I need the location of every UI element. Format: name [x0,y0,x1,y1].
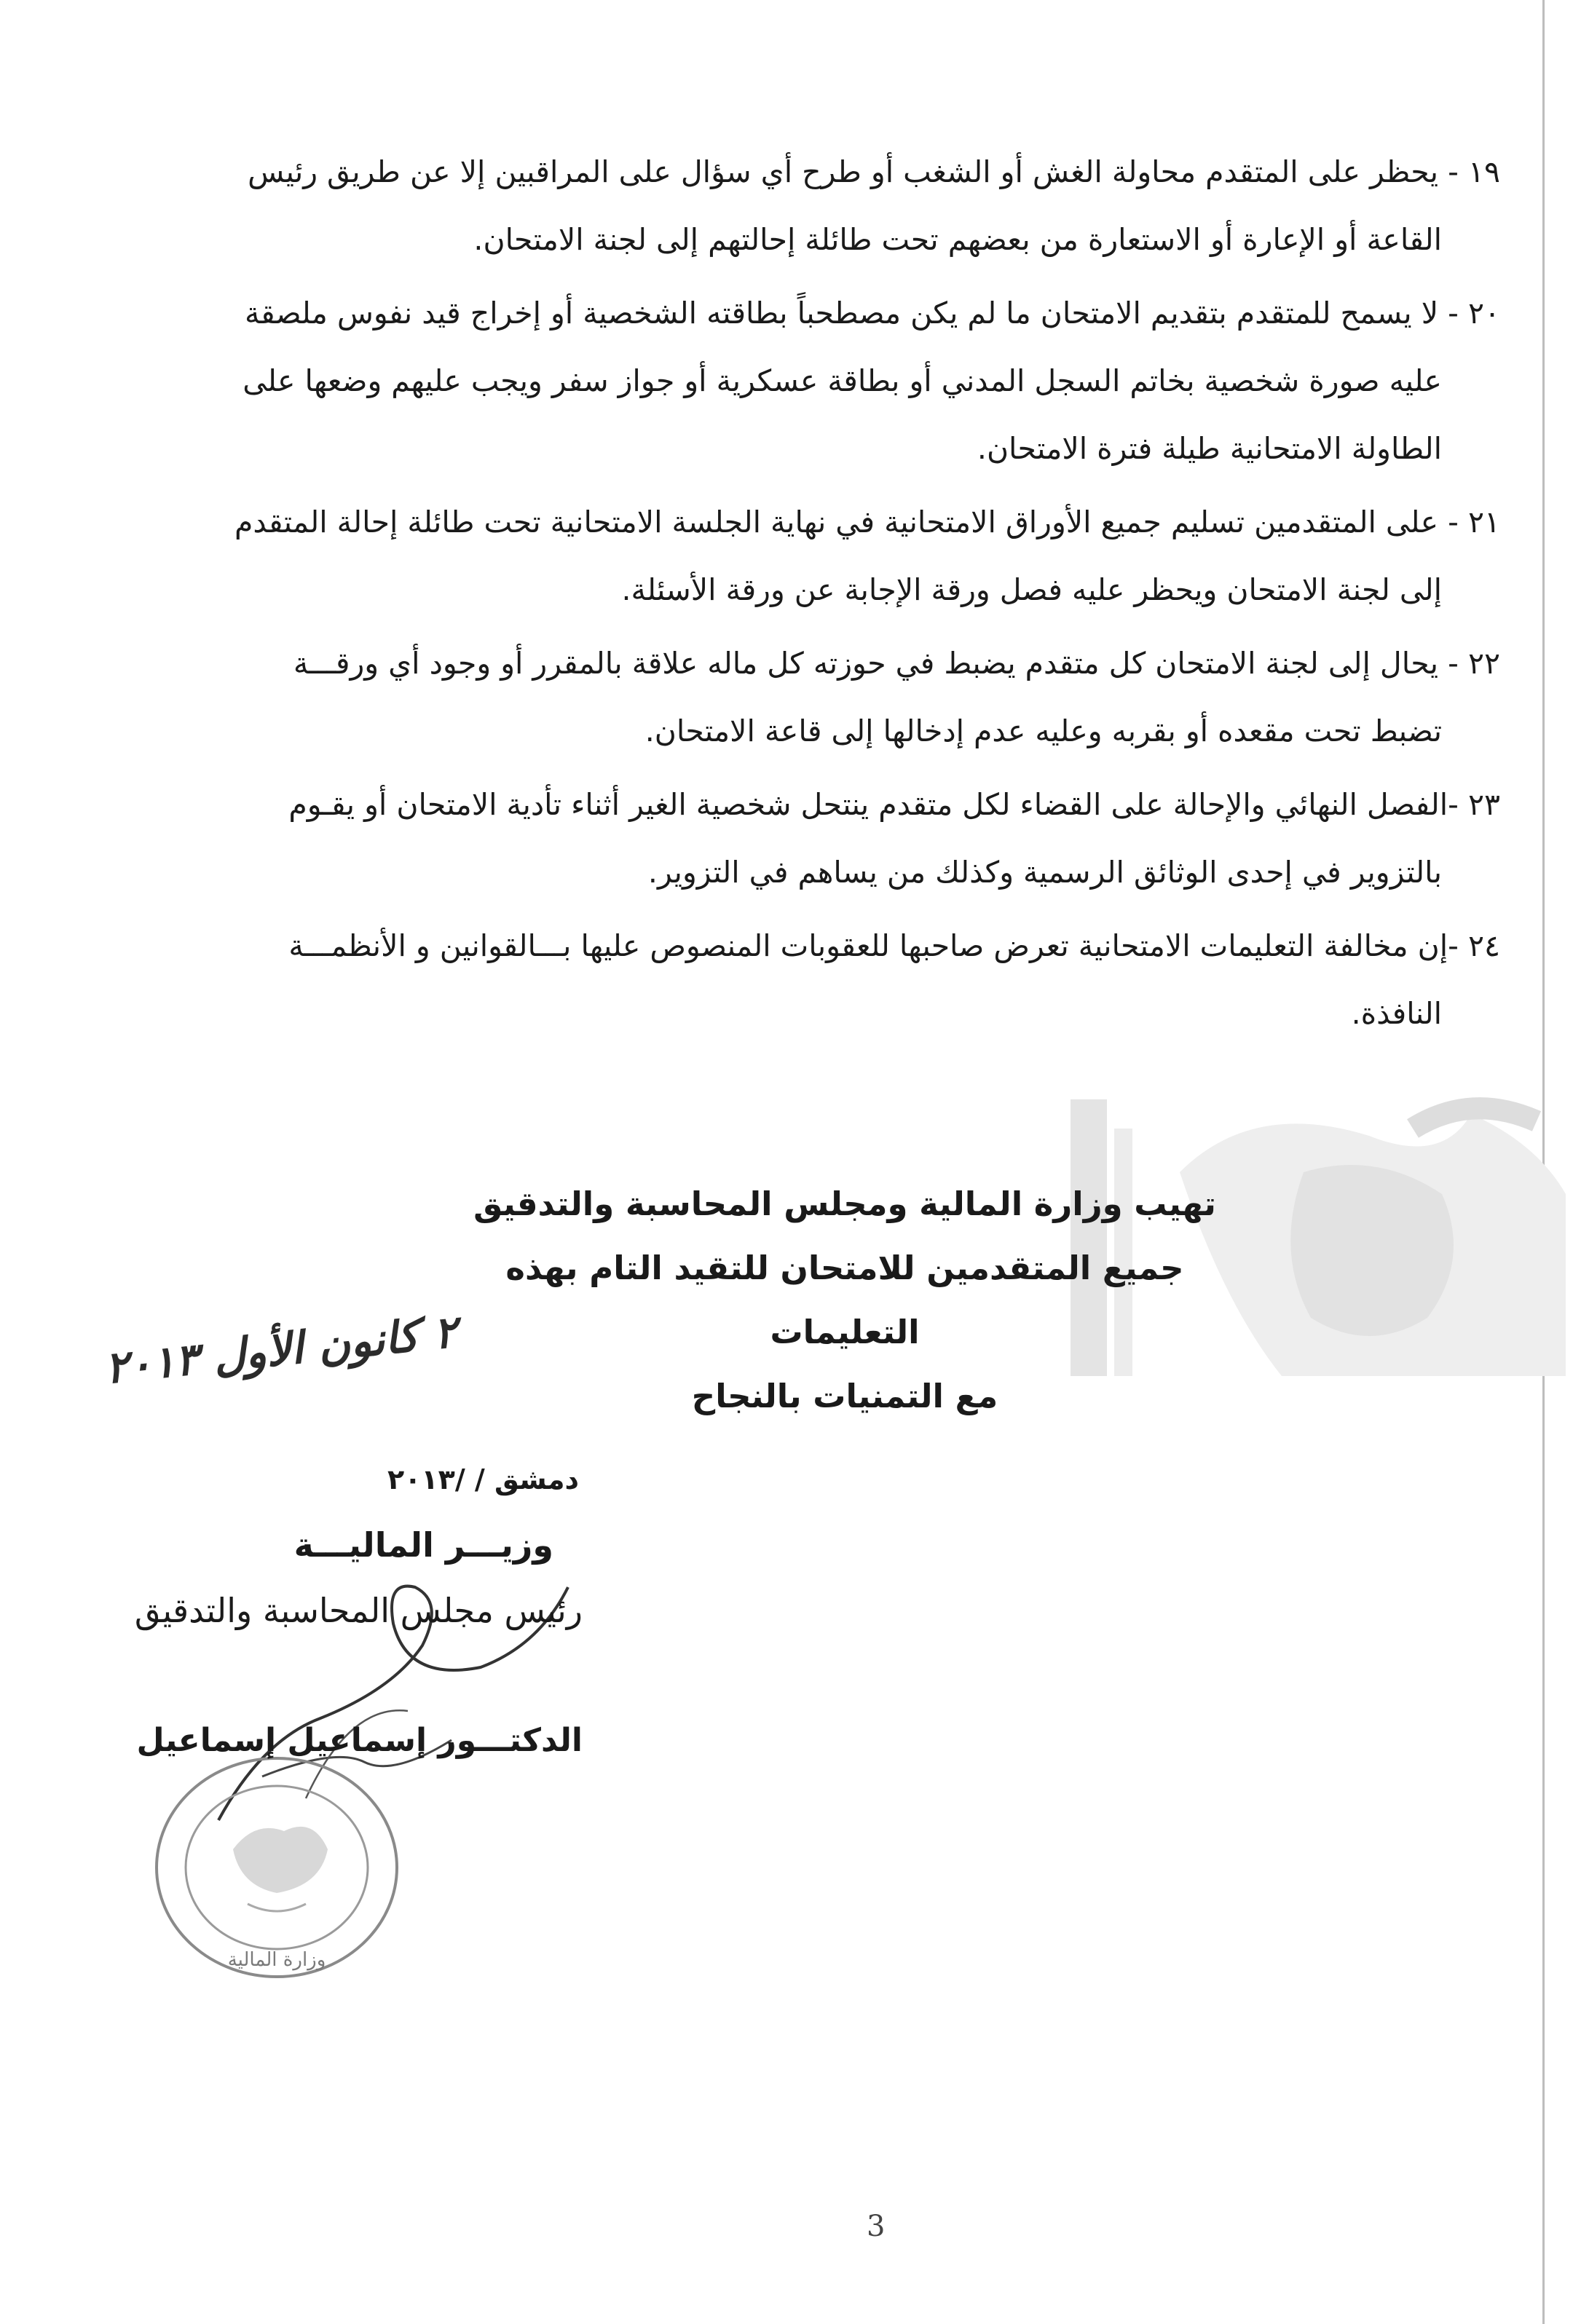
instruction-item-24 [160,912,1500,1048]
page-number: 3 [867,2210,886,2243]
minister-title: وزيـــر الماليـــة [293,1525,553,1565]
instruction-19-line-1: ١٩ - يحظر على المتقدم محاولة الغش أو الشغب أو طرح أي سؤال على المراقبين إلا عن طريق رئيس [248,154,1500,189]
instructions-list [160,138,1500,1054]
instruction-20-line-1: ٢٠ - لا يسمح للمتقدم بتقديم الامتحان ما لم يكن مصطحباً بطاقته الشخصية أو إخراج قيد نفوس ملصقة [244,296,1500,331]
city-date: دمشق / /٢٠١٣ [387,1463,579,1495]
handwritten-date: ٢ كانون الأول ٢٠١٣ [102,1306,460,1394]
instruction-24-line-1: ٢٤ -إن مخالفة التعليمات الامتحانية تعرض صاحبها للعقوبات المنصوص عليها بـــالقوانين و الأنظمـــة [288,928,1500,963]
council-chair-title: رئيس مجلس المحاسبة والتدقيق [134,1591,583,1630]
instruction-20-line-2: عليه صورة شخصية بخاتم السجل المدني أو بطاقة عسكرية أو جواز سفر ويجب عليهم وضعها على [243,363,1442,398]
instruction-20-line-3: الطاولة الامتحانية طيلة فترة الامتحان. [977,431,1442,466]
instruction-23-line-2: بالتزوير في إحدى الوثائق الرسمية وكذلك من يساهم في التزوير. [647,855,1442,890]
instruction-item-19 [160,138,1500,274]
instruction-item-22 [160,630,1500,765]
instruction-21-line-1: ٢١ - على المتقدمين تسليم جميع الأوراق الامتحانية في نهاية الجلسة الامتحانية تحت طائلة إحالة المتقدم [234,505,1500,540]
instruction-23-line-1: ٢٣ -الفصل النهائي والإحالة على القضاء لكل متقدم ينتحل شخصية الغير أثناء تأدية الامتحان أو يقـوم [288,787,1500,822]
closing-line-2: جميع المتقدمين للامتحان للتقيد التام بهذه التعليمات [505,1249,1184,1351]
instruction-22-line-1: ٢٢ - يحال إلى لجنة الامتحان كل متقدم يضبط في حوزته كل ماله علاقة بالمقرر أو وجود أي ورقـــة [293,646,1500,681]
closing-line-1: تهيب وزارة المالية ومجلس المحاسبة والتدقيق [473,1185,1216,1223]
closing-message [452,1172,1238,1428]
closing-line-3: مع التمنيات بالنجاح [691,1377,998,1415]
instruction-21-line-2: إلى لجنة الامتحان ويحظر عليه فصل ورقة الإجابة عن ورقة الأسئلة. [621,572,1442,607]
stamp-label: وزارة المالية [227,1949,326,1971]
ministry-stamp [146,1747,408,1988]
instruction-item-21 [160,489,1500,624]
instruction-24-line-2: النافذة. [1351,996,1442,1031]
instruction-item-20 [160,280,1500,483]
instruction-19-line-2: القاعة أو الإعارة أو الاستعارة من بعضهم تحت طائلة إحالتهم إلى لجنة الامتحان. [473,222,1442,257]
instruction-22-line-2: تضبط تحت مقعده أو بقربه وعليه عدم إدخالها إلى قاعة الامتحان. [644,714,1442,748]
instruction-item-23 [160,771,1500,906]
signatory-name: الدكتـــور إسماعيل إسماعيل [136,1722,583,1759]
